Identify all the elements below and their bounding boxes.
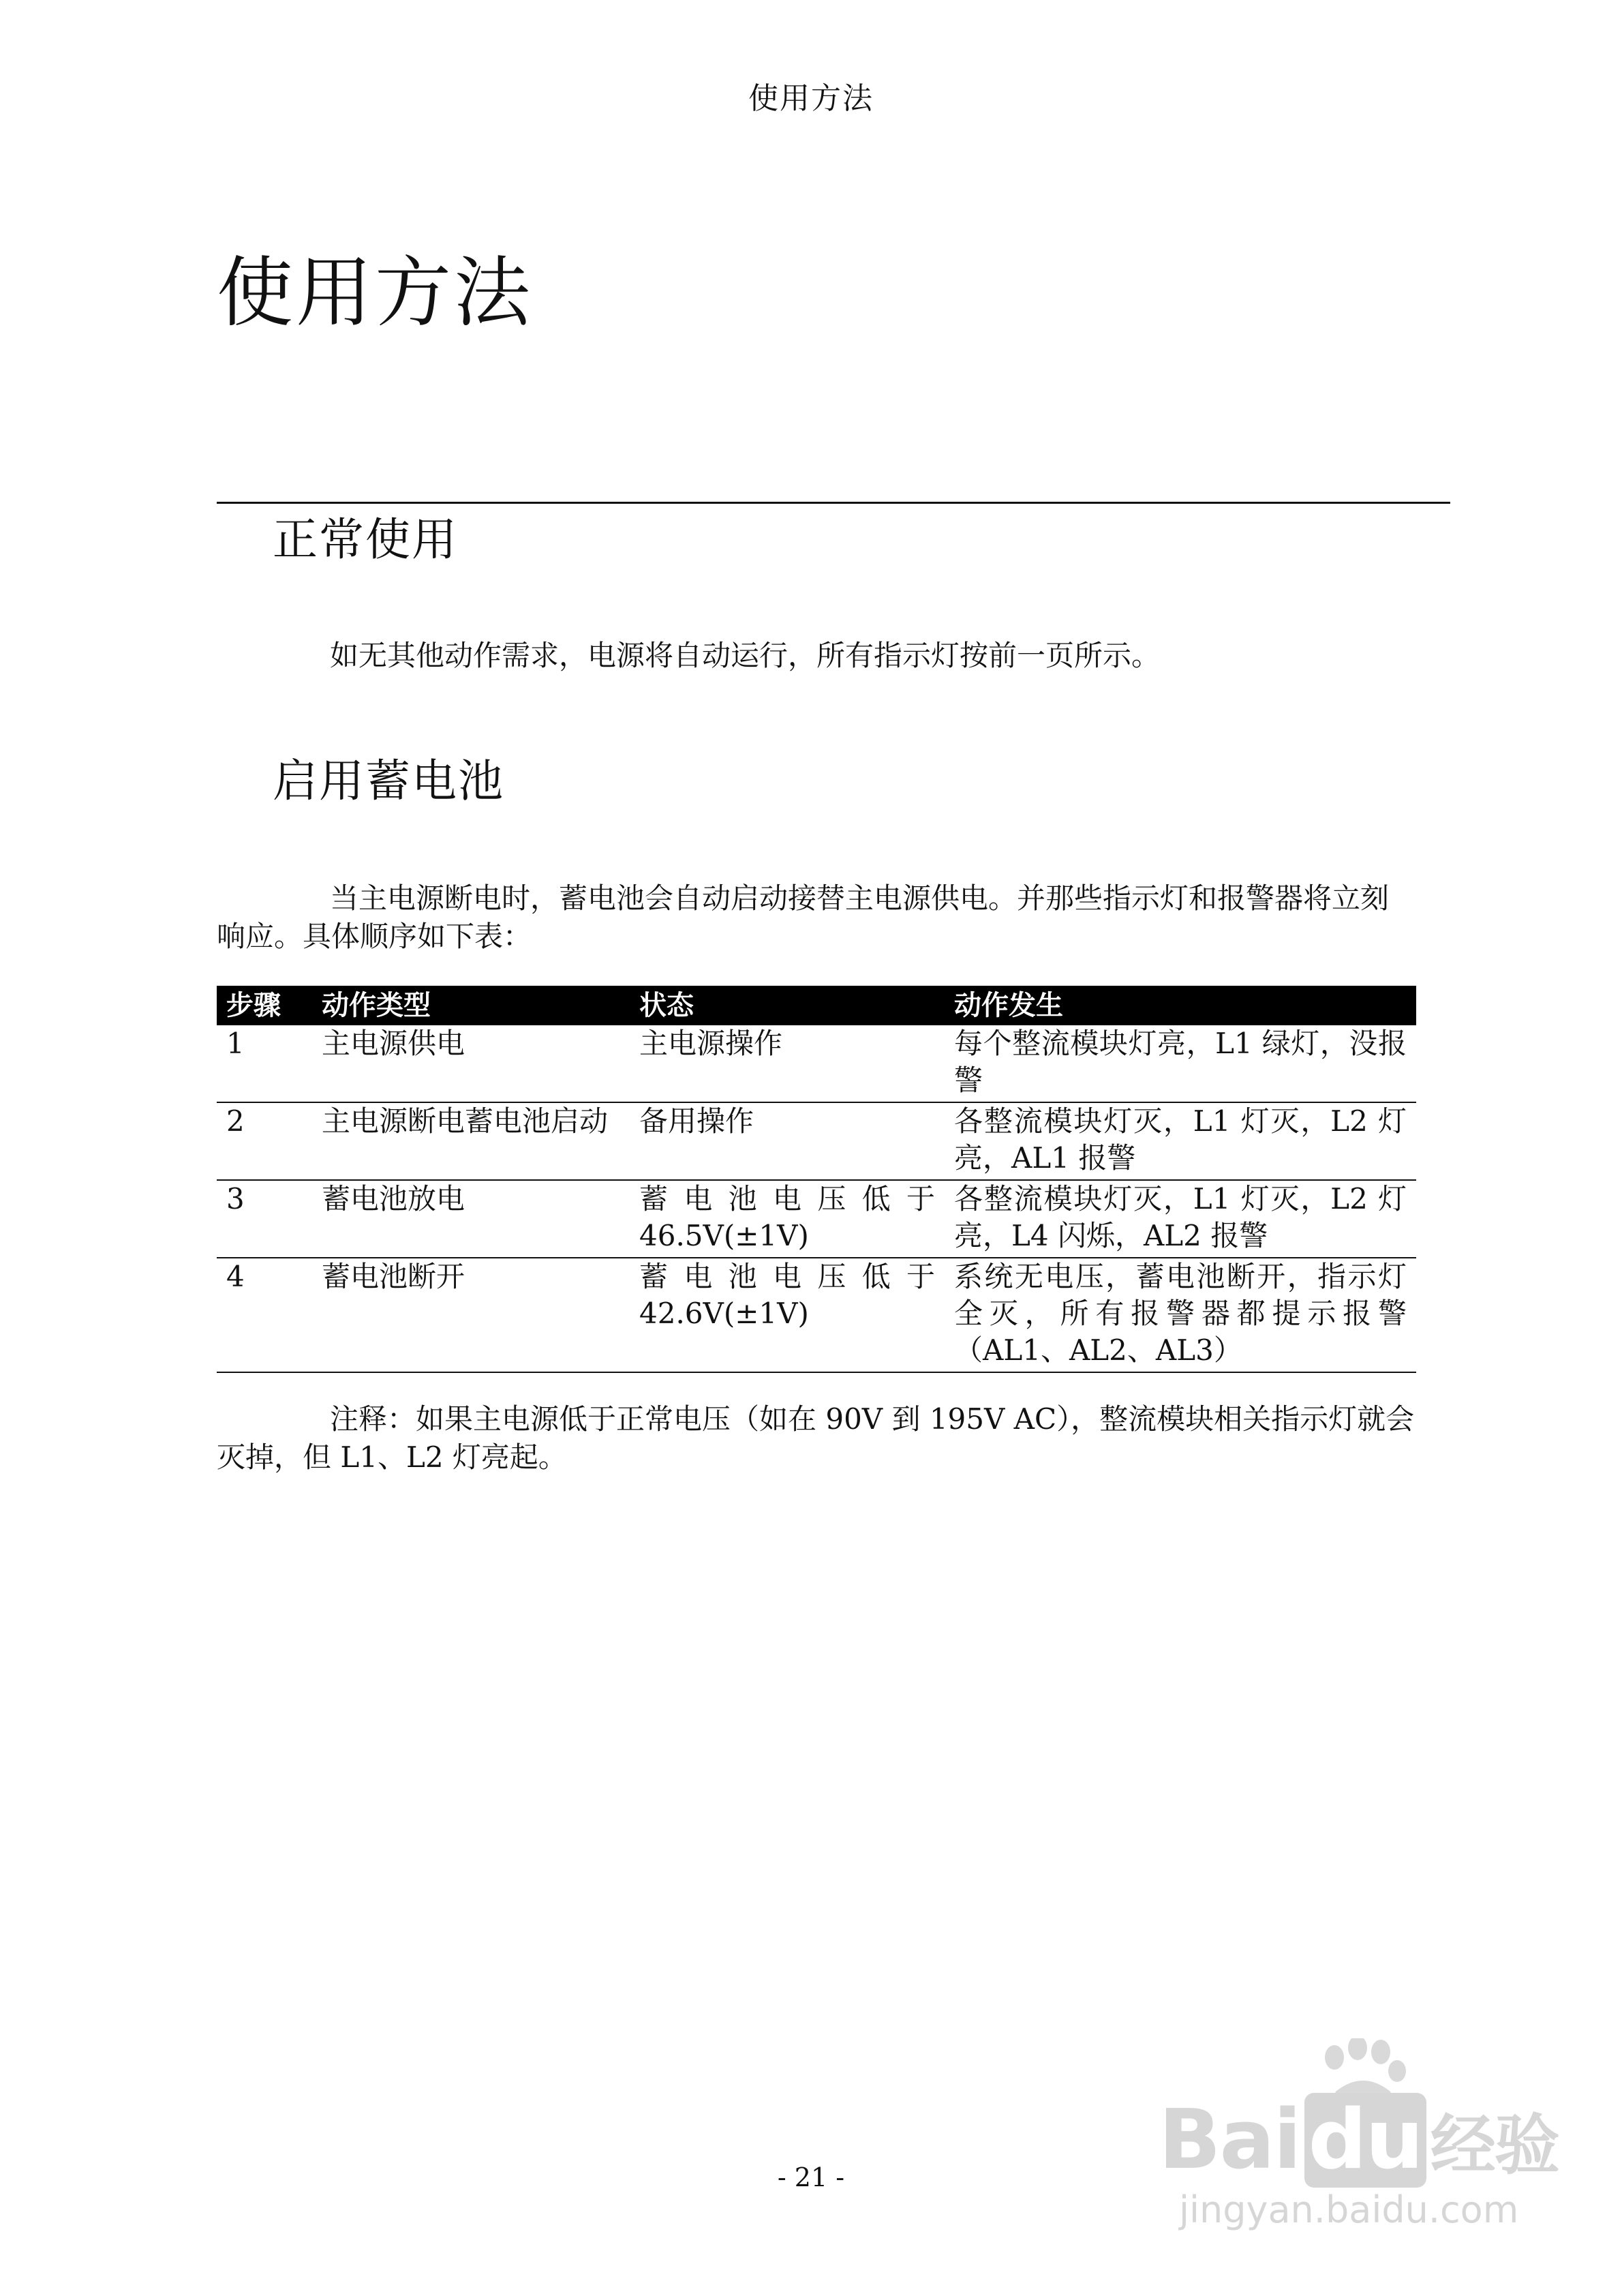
chapter-title: 使用方法 xyxy=(217,249,533,337)
cell-occurrence: 系统无电压，蓄电池断开，指示灯全灭，所有报警器都提示报警（AL1、AL2、AL3） xyxy=(945,1258,1416,1372)
cell-occurrence: 各整流模块灯灭，L1 灯灭，L2 灯亮，AL1 报警 xyxy=(945,1102,1416,1180)
cell-action-type: 蓄电池放电 xyxy=(312,1180,630,1258)
battery-paragraph: 当主电源断电时，蓄电池会自动启动接替主电源供电。并那些指示灯和报警器将立刻响应。具体顺序如下表： xyxy=(217,881,1390,953)
cell-status: 蓄电池电压低于 42.6V(±1V) xyxy=(630,1258,945,1372)
cell-step: 1 xyxy=(217,1025,312,1102)
page-number: - 21 - xyxy=(777,2162,845,2192)
header-step: 步骤 xyxy=(217,986,312,1025)
cell-occurrence: 每个整流模块灯亮，L1 绿灯，没报警 xyxy=(945,1025,1416,1102)
header-status: 状态 xyxy=(630,986,945,1025)
watermark-du: du xyxy=(1304,2093,1426,2188)
section-title-normal-use: 正常使用 xyxy=(273,513,458,566)
note-paragraph: 注释：如果主电源低于正常电压（如在 90V 到 195V AC），整流模块相关指示灯就会灭掉，但 L1、L2 灯亮起。 xyxy=(217,1402,1415,1474)
watermark-bai: Bai xyxy=(1159,2093,1300,2188)
cell-action-type: 主电源断电蓄电池启动 xyxy=(312,1102,630,1180)
steps-table xyxy=(217,986,1416,1373)
header-action-type: 动作类型 xyxy=(312,986,630,1025)
table-row xyxy=(217,1258,1416,1372)
section-title-battery: 启用蓄电池 xyxy=(273,755,504,807)
cell-status: 主电源操作 xyxy=(630,1025,945,1102)
table-row xyxy=(217,1180,1416,1258)
cell-step: 2 xyxy=(217,1102,312,1180)
table-row xyxy=(217,1102,1416,1180)
cell-step: 3 xyxy=(217,1180,312,1258)
cell-action-type: 蓄电池断开 xyxy=(312,1258,630,1372)
cell-step: 4 xyxy=(217,1258,312,1372)
normal-use-paragraph: 如无其他动作需求，电源将自动运行，所有指示灯按前一页所示。 xyxy=(330,639,1161,672)
watermark-url: jingyan.baidu.com xyxy=(1179,2188,1519,2231)
running-header: 使用方法 xyxy=(748,81,874,116)
cell-action-type: 主电源供电 xyxy=(312,1025,630,1102)
header-occurrence: 动作发生 xyxy=(945,986,1416,1025)
table-header-row xyxy=(217,986,1416,1025)
cell-status: 蓄电池电压低于 46.5V(±1V) xyxy=(630,1180,945,1258)
table-row xyxy=(217,1025,1416,1102)
watermark xyxy=(1159,2038,1559,2236)
cell-status: 备用操作 xyxy=(630,1102,945,1180)
cell-occurrence: 各整流模块灯灭，L1 灯灭，L2 灯亮，L4 闪烁，AL2 报警 xyxy=(945,1180,1416,1258)
watermark-jingyan: 经验 xyxy=(1430,2107,1559,2184)
